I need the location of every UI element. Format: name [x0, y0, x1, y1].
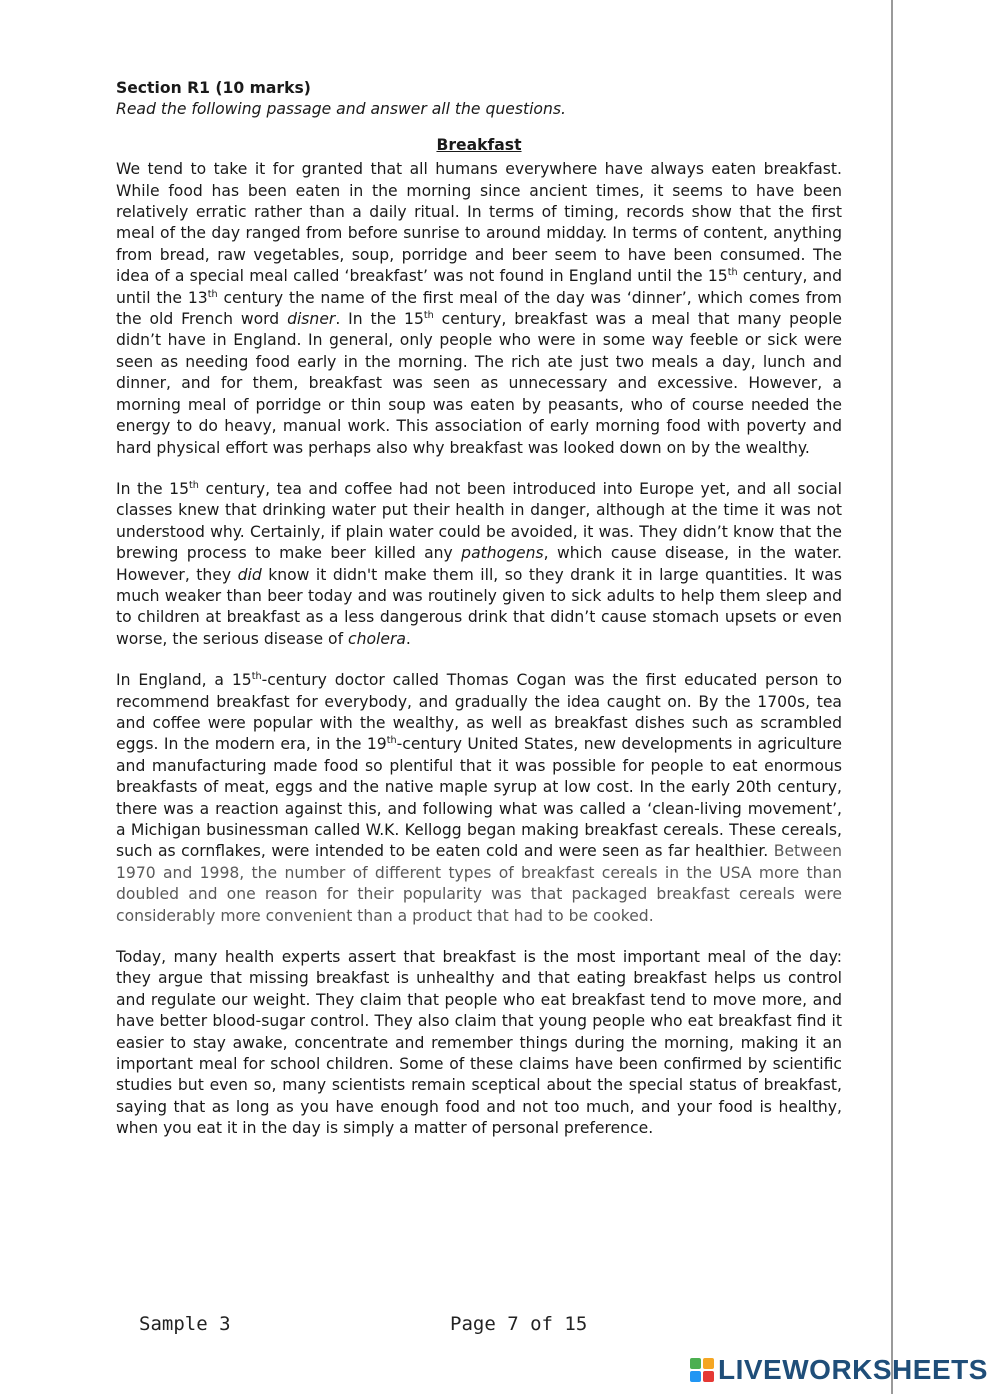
instructions: Read the following passage and answer all the questions. [116, 100, 566, 119]
superscript: th [251, 670, 262, 682]
text-run: , which cause disease, in the water. However, they [116, 544, 843, 584]
text-run: -century doctor called Thomas Cogan was the first educated person to recommend breakfast for everybody, and gradually the idea caught on. By the 1700s, tea and coffee were popular with the wealthy, as well as breakfast dishes such as scrambled eggs. In the modern era, in the 19 [116, 671, 843, 754]
logo-square [690, 1371, 701, 1382]
text-run: century, breakfast was a meal that many people didn’t have in England. In general, only people who were in some way feeble or sick were seen as needing food early in the morning. The rich ate just two meals a day, lunch and dinner, and for them, breakfast was seen as unnecessary and excessive. However, a morning meal of porridge or thin soup was eaten by peasants, who of course needed the energy to do heavy, manual work. This association of early morning food with poverty and hard physical effort was perhaps also why breakfast was looked down on by the wealthy. [116, 310, 842, 457]
text-run: In England, a 15 [116, 671, 252, 690]
document-body [116, 78, 842, 1140]
paragraph-2 [116, 479, 842, 650]
text-run: century the name of the first meal of the day was ‘dinner’, which comes from the old French word [116, 288, 842, 329]
text-run: -century United States, new developments in agriculture and manufacturing made food so plentiful that it was possible for people to eat enormous breakfasts of meat, eggs and the native maple syrup at low cost. In the early 20th century, there was a reaction against this, and following what was called a ‘clean-living movement’, a Michigan businessman called W.K. Kellogg began making breakfast cereals. These cereals, such as cornflakes, were intended to be eaten cold and were seen as far healthier. [116, 735, 843, 861]
logo-square [703, 1358, 714, 1369]
text-run: century, tea and coffee had not been introduced into Europe yet, and all social classes knew that drinking water put their health in danger, although at the time it was not understood why. Certainly, if plain water could be avoided, it was. They didn’t know that the brewing process to make beer killed any [116, 479, 842, 563]
italic-term: pathogens [461, 544, 544, 563]
text-run: know it didn't make them ill, so they drank it in large quantities. It was much weaker than beer today and was routinely given to sick adults to help them sleep and to children at breakfast as a less dangerous drink that didn’t cause stomach upsets or even worse, the serious disease of [116, 565, 842, 648]
watermark-text: LIVEWORKSHEETS [718, 1354, 988, 1385]
passage-title: Breakfast [436, 135, 522, 154]
liveworksheets-watermark [690, 1354, 988, 1386]
logo-square [690, 1358, 701, 1369]
logo-square [703, 1371, 714, 1382]
superscript: th [189, 479, 199, 491]
text-run: We tend to take it for granted that all humans everywhere have always eaten breakfast. While food has been eaten in the morning since ancient times, it seems to have been relatively erratic rather than a daily ritual. In terms of timing, records show that the first meal of the day ranged from before sunrise to around midday. In terms of content, anything from bread, raw vegetables, soup, porridge and beer seem to have been consumed. The idea of a special meal called ‘breakfast’ was not found in England until the 15 [116, 160, 842, 286]
section-heading: Section R1 (10 marks) [116, 79, 311, 97]
footer-sample-label: Sample 3 [139, 1313, 231, 1335]
italic-term: disner [287, 310, 336, 329]
italic-term: did [237, 565, 262, 584]
superscript: th [727, 267, 738, 279]
text-run: . [405, 629, 411, 648]
superscript: th [207, 288, 218, 300]
paragraph-1 [116, 159, 842, 459]
liveworksheets-logo-icon [690, 1358, 714, 1382]
page-margin-rule [891, 0, 893, 1394]
text-run: In the 15 [116, 479, 189, 498]
superscript: th [386, 735, 397, 747]
paragraph-4: Today, many health experts assert that breakfast is the most important meal of the day: they argue that missing breakfast is unhealthy and that eating breakfast helps us control and regulate our weight. They claim that people who eat breakfast tend to move more, and have better blood-sugar control. They also claim that young people who eat breakfast find it easier to stay awake, concentrate and remember things during the morning, making it an important meal for school children. Some of these claims have been confirmed by scientific studies but even so, many scientists remain sceptical about the special status of breakfast, saying that as long as you have enough food and not too much, and your food is healthy, when you eat it in the day is simply a matter of personal preference. [116, 948, 842, 1138]
footer-page-number: Page 7 of 15 [450, 1313, 588, 1335]
text-run: . In the 15 [335, 310, 424, 329]
grey-text-run: Between 1970 and 1998, the number of different types of breakfast cereals in the USA more than doubled and one reason for their popularity was that packaged breakfast cereals were considerably more convenient than a product that had to be cooked. [116, 842, 842, 925]
text-run: century, and until the 13 [116, 267, 842, 307]
paragraph-3 [116, 670, 842, 927]
superscript: th [423, 309, 434, 321]
italic-term: cholera [348, 629, 406, 648]
